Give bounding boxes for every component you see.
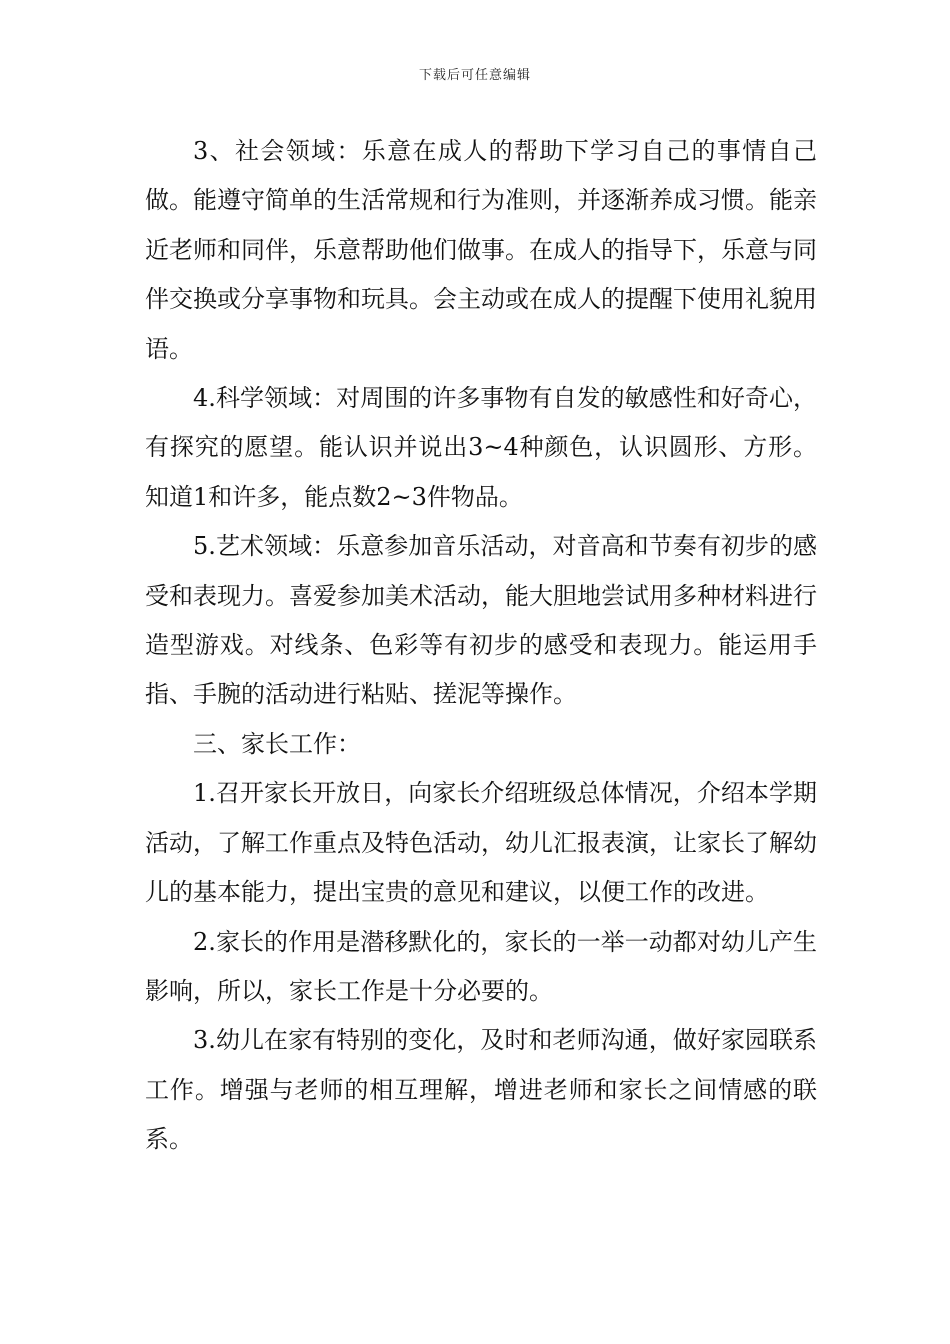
paragraph-home-school-contact: 3.幼儿在家有特别的变化，及时和老师沟通，做好家园联系工作。增强与老师的相互理解，增进老师和家长之间情感的联系。	[145, 1026, 817, 1154]
page-header-note: 下载后可任意编辑	[418, 68, 531, 83]
paragraph-science-domain: 4.科学领域：对周围的许多事物有自发的敏感性和好奇心，有探究的愿望。能认识并说出3~4种颜色，认识圆形、方形。知道1和许多，能点数2~3件物品。	[145, 384, 817, 511]
section-heading-parent-work: 三、家长工作：	[193, 729, 361, 758]
paragraph-parent-role: 2.家长的作用是潜移默化的，家长的一举一动都对幼儿产生影响，所以，家长工作是十分必要的。	[145, 927, 817, 1005]
paragraph-art-domain: 5.艺术领域：乐意参加音乐活动，对音高和节奏有初步的感受和表现力。喜爱参加美术活动，能大胆地尝试用多种材料进行造型游戏。对线条、色彩等有初步的感受和表现力。能运用手指、手腕的活动进行粘贴、搓泥等操作。	[145, 532, 817, 709]
paragraph-parent-open-day: 1.召开家长开放日，向家长介绍班级总体情况，介绍本学期活动，了解工作重点及特色活动，幼儿汇报表演，让家长了解幼儿的基本能力，提出宝贵的意见和建议，以便工作的改进。	[145, 779, 817, 907]
paragraph-social-domain: 3、社会领域：乐意在成人的帮助下学习自己的事情自己做。能遵守简单的生活常规和行为准则，并逐渐养成习惯。能亲近老师和同伴，乐意帮助他们做事。在成人的指导下，乐意与同伴交换或分享事物和玩具。会主动或在成人的提醒下使用礼貌用语。	[145, 137, 817, 363]
document-body	[145, 127, 817, 1165]
